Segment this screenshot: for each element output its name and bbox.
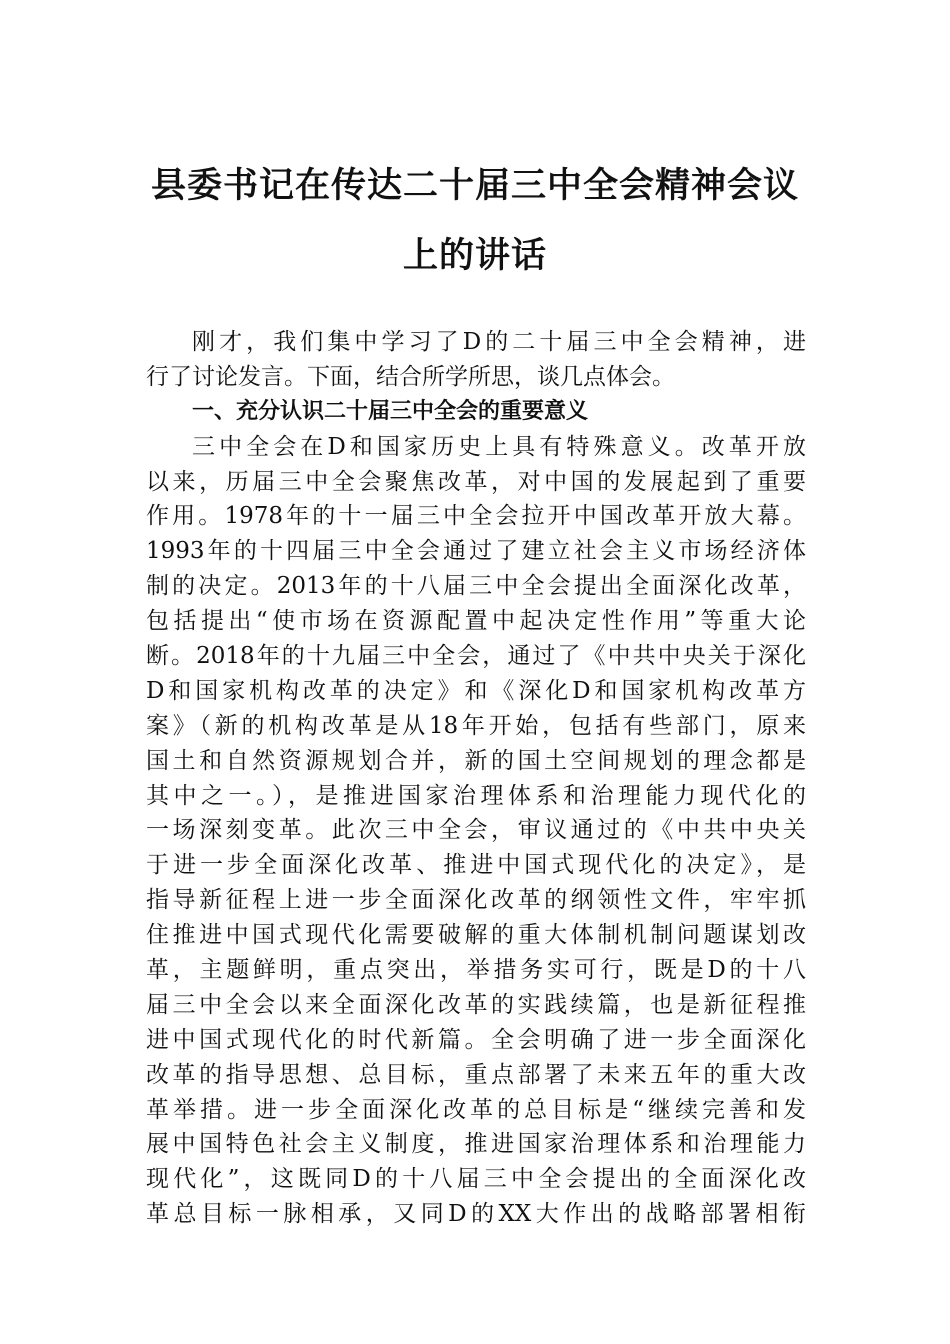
section-heading: 一、充分认识二十届三中全会的重要意义 [192,398,589,424]
paragraph-line: 其中之一。），是推进国家治理体系和治理能力现代化的 [146,782,806,809]
paragraph-line: 进中国式现代化的时代新篇。全会明确了进一步全面深化 [146,1026,806,1053]
paragraph-line: 指导新征程上进一步全面深化改革的纲领性文件，牢牢抓 [146,887,806,914]
paragraph-line: 现代化”，这既同D的十八届三中全会提出的全面深化改 [146,1166,806,1193]
paragraph-line: 断。2018年的十九届三中全会，通过了《中共中央关于深化 [146,643,806,670]
paragraph-line: 案》（新的机构改革是从18年开始，包括有些部门，原来 [146,712,806,739]
paragraph-line: 刚才，我们集中学习了D的二十届三中全会精神，进 [192,329,806,355]
paragraph-line: 国土和自然资源规划合并，新的国土空间规划的理念都是 [146,747,806,774]
paragraph-line: 包括提出“使市场在资源配置中起决定性作用”等重大论 [146,608,806,635]
paragraph-line: 改革的指导思想、总目标，重点部署了未来五年的重大改 [146,1061,806,1088]
paragraph-line: 三中全会在D和国家历史上具有特殊意义。改革开放 [192,433,806,460]
paragraph-line: 于进一步全面深化改革、推进中国式现代化的决定》，是 [146,852,806,879]
document-title-line-2: 上的讲话 [402,235,547,276]
paragraph-line: 行了讨论发言。下面，结合所学所思，谈几点体会。 [146,363,675,390]
document-body [146,325,806,1232]
paragraph-line: 1993年的十四届三中全会通过了建立社会主义市场经济体 [146,538,806,565]
paragraph-line: 革总目标一脉相承，又同D的XX大作出的战略部署相衔 [146,1201,806,1228]
paragraph-line: D和国家机构改革的决定》和《深化D和国家机构改革方 [146,677,806,704]
document-title-line-1: 县委书记在传达二十届三中全会精神会议 [150,165,799,206]
paragraph-line: 革举措。进一步全面深化改革的总目标是“继续完善和发 [146,1096,806,1123]
paragraph-line: 制的决定。2013年的十八届三中全会提出全面深化改革， [146,573,806,600]
paragraph-line: 一场深刻变革。此次三中全会，审议通过的《中共中央关 [146,817,806,844]
paragraph-line: 住推进中国式现代化需要破解的重大体制机制问题谋划改 [146,922,806,949]
paragraph-line: 展中国特色社会主义制度，推进国家治理体系和治理能力 [146,1131,806,1158]
paragraph-line: 届三中全会以来全面深化改革的实践续篇，也是新征程推 [146,991,806,1018]
paragraph-line: 革，主题鲜明，重点突出，举措务实可行，既是D的十八 [146,957,806,984]
paragraph-line: 作用。1978年的十一届三中全会拉开中国改革开放大幕。 [146,503,806,530]
paragraph-line: 以来，历届三中全会聚焦改革，对中国的发展起到了重要 [146,468,806,495]
